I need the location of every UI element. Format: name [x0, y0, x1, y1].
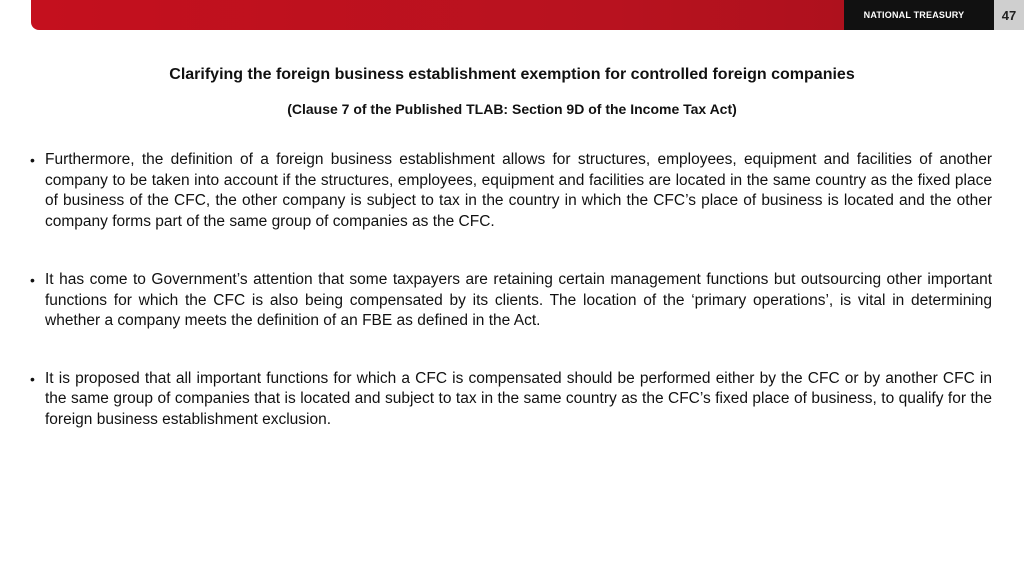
- brand-logo-text: NATIONAL TREASURY: [863, 10, 965, 20]
- header-bar: [31, 0, 1017, 30]
- slide-title: Clarifying the foreign business establishment exemption for controlled foreign companies: [169, 66, 855, 83]
- bullet-text: It is proposed that all important functions for which a CFC is compensated should be performed either by the CFC or by another CFC in the same group of companies that is located and subject to tax in the same country as the CFC’s fixed place of business, to qualify for the foreign business establishment exclusion.: [45, 369, 992, 428]
- bullet-text: It has come to Government’s attention that some taxpayers are retaining certain management functions but outsourcing other important functions for which the CFC is also being compensated by its clients. The location of the ‘primary operations’, is vital in determining whether a company meets the definition of an FBE as defined in the Act.: [45, 271, 992, 329]
- bullet-icon: •: [30, 272, 35, 288]
- slide-subtitle: (Clause 7 of the Published TLAB: Section 9D of the Income Tax Act): [287, 101, 737, 117]
- bullet-item: [30, 150, 992, 232]
- bullet-text: Furthermore, the definition of a foreign business establishment allows for structures, employees, equipment and facilities of another company to be taken into account if the structures, employees, equipment and facilities are located in the same country as the fixed place of business of the CFC, the other company is subject to tax in the country in which the CFC’s place of business is located and the other company forms part of the same group of companies as the CFC.: [45, 151, 992, 230]
- page-number: 47: [1001, 7, 1017, 23]
- bullet-item: [30, 270, 992, 332]
- brand-box: [844, 0, 994, 30]
- bullet-icon: •: [30, 152, 35, 168]
- bullet-item: [30, 369, 992, 431]
- page-number-box: [994, 0, 1024, 30]
- bullet-icon: •: [30, 370, 35, 387]
- bullet-list: [30, 150, 992, 430]
